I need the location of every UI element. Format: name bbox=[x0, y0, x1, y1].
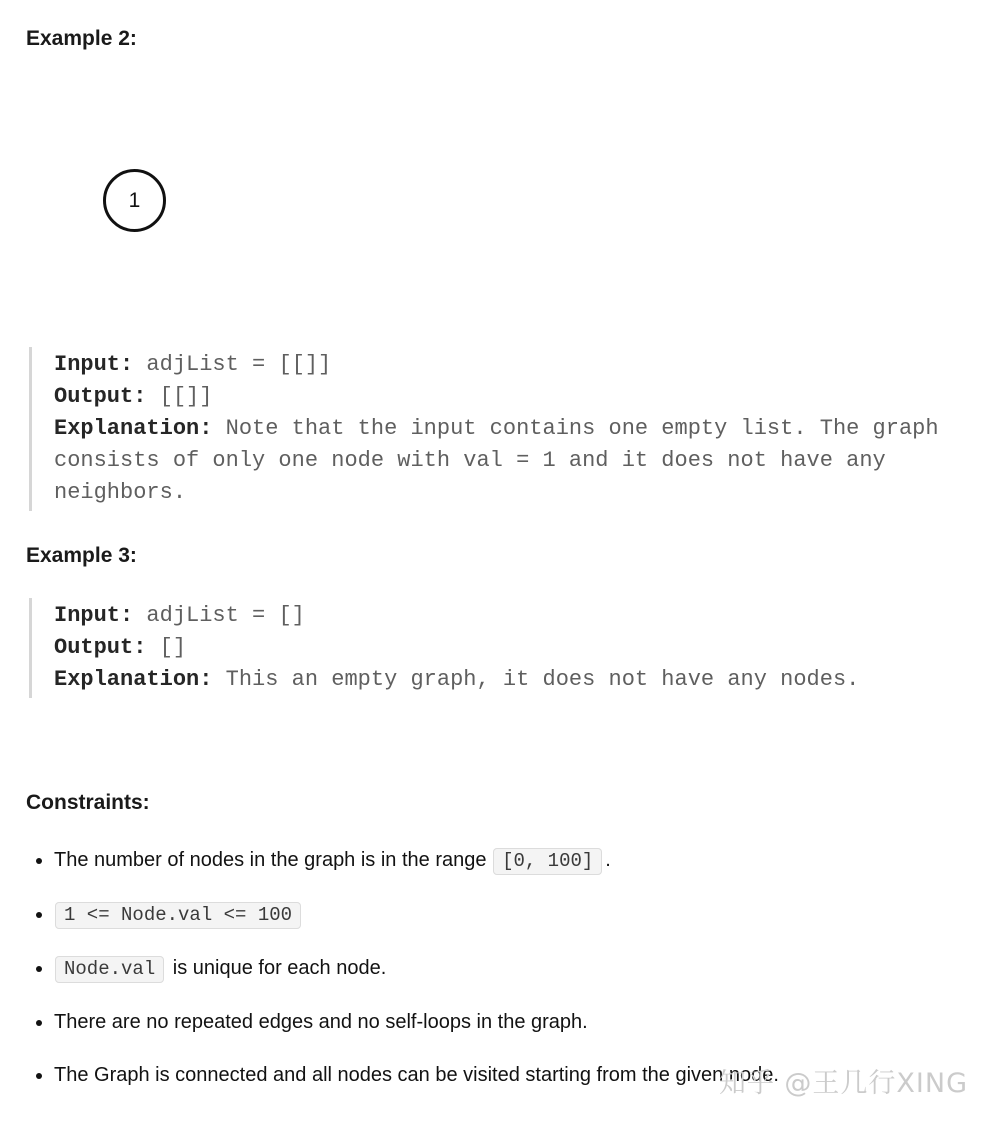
output-value: [] bbox=[146, 635, 187, 660]
output-label: Output: bbox=[54, 384, 147, 409]
output-line bbox=[54, 381, 970, 413]
constraints-list bbox=[26, 846, 970, 1089]
output-value: [[]] bbox=[146, 384, 213, 409]
inline-code-node-val: Node.val bbox=[55, 956, 164, 983]
example-2-code-block bbox=[29, 347, 970, 511]
explanation-line bbox=[54, 664, 970, 696]
example-3-heading: Example 3: bbox=[26, 544, 137, 567]
constraint-text: . bbox=[605, 849, 611, 871]
input-label: Input: bbox=[54, 352, 134, 377]
explanation-label: Explanation: bbox=[54, 416, 213, 441]
constraints-heading: Constraints: bbox=[26, 791, 150, 814]
explanation-label: Explanation: bbox=[54, 667, 213, 692]
inline-code-range: [0, 100] bbox=[493, 848, 602, 875]
output-line bbox=[54, 632, 970, 664]
input-line bbox=[54, 600, 970, 632]
input-label: Input: bbox=[54, 603, 134, 628]
constraint-item-no-repeated-edges bbox=[54, 1008, 970, 1036]
graph-node-value: 1 bbox=[128, 188, 141, 212]
constraint-item-node-val-range bbox=[54, 900, 970, 929]
constraint-item-range bbox=[54, 846, 970, 875]
input-value: adjList = [] bbox=[133, 603, 305, 628]
explanation-value: This an empty graph, it does not have any nodes. bbox=[212, 667, 860, 692]
constraint-item-unique bbox=[54, 954, 970, 983]
example-2-heading: Example 2: bbox=[26, 27, 137, 50]
graph-node-circle bbox=[103, 169, 166, 232]
constraint-text: The Graph is connected and all nodes can be visited starting from the given node. bbox=[54, 1064, 779, 1086]
zhihu-watermark: 知乎 @王几行XING bbox=[718, 1068, 968, 1099]
input-line bbox=[54, 349, 970, 381]
constraint-text: There are no repeated edges and no self-loops in the graph. bbox=[54, 1011, 588, 1033]
explanation-line bbox=[54, 413, 970, 509]
inline-code-node-val-range: 1 <= Node.val <= 100 bbox=[55, 902, 301, 929]
input-value: adjList = [[]] bbox=[133, 352, 332, 377]
explanation-value: Note that the input contains one empty list. The graph consists of only one node with val = 1 and it does not have any neighbors. bbox=[54, 416, 952, 505]
example-3-code-block bbox=[29, 598, 970, 698]
graph-diagram bbox=[26, 52, 970, 347]
constraint-text: The number of nodes in the graph is in the range bbox=[54, 849, 493, 871]
constraint-text: is unique for each node. bbox=[167, 957, 387, 979]
output-label: Output: bbox=[54, 635, 147, 660]
